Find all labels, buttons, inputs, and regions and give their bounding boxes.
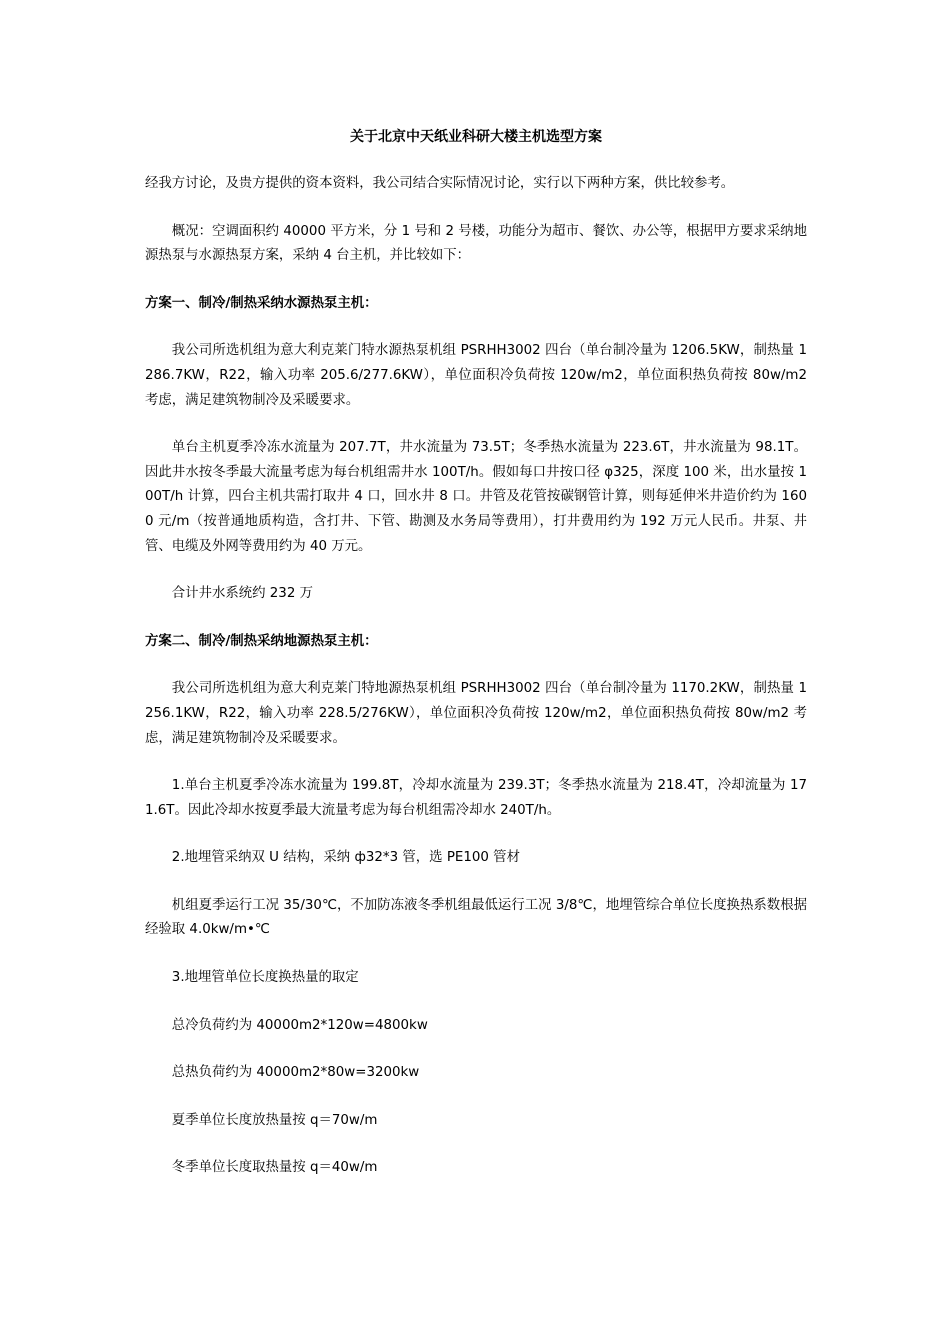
plan2-flow-paragraph: 1.单台主机夏季冷冻水流量为 199.8T，冷却水流量为 239.3T；冬季热水流量为 218.4T，冷却流量为 171.6T。因此冷却水按夏季最大流量考虑为每台机组需冷却水 240T/h。 (145, 778, 807, 818)
plan2-condition-paragraph: 机组夏季运行工况 35/30℃，不加防冻液冬季机组最低运行工况 3/8℃，地埋管综合单位长度换热系数根据经验取 4.0kw/m•℃ (145, 897, 807, 938)
plan2-pipe-paragraph: 2.地埋管采纳双 U 结构，采纳 ф32*3 管，选 PE100 管材 (171, 850, 520, 866)
document-title: 关于北京中天纸业科研大楼主机选型方案 (350, 129, 602, 145)
plan1-total-paragraph: 合计井水系统约 232 万 (171, 586, 313, 602)
intro-paragraph: 经我方讨论，及贵方提供的资本资料，我公司结合实际情况讨论，实行以下两种方案，供比较参考。 (145, 176, 735, 191)
plan2-winter-rate-paragraph: 冬季单位长度取热量按 q＝40w/m (171, 1160, 378, 1176)
plan2-cooling-load-paragraph: 总冷负荷约为 40000m2*120w=4800kw (171, 1017, 428, 1033)
document-body (145, 125, 807, 1204)
plan2-unit-paragraph: 我公司所选机组为意大利克莱门特地源热泵机组 PSRHH3002 四台（单台制冷量为 1170.2KW，制热量 1256.1KW，R22，输入功率 228.5/276KW），单位面积冷负荷按 120w/m2，单位面积热负荷按 80w/m2 考虑，满足建筑物制冷及采暖要求。 (145, 681, 807, 746)
plan1-well-paragraph: 单台主机夏季冷冻水流量为 207.7T，井水流量为 73.5T；冬季热水流量为 223.6T，井水流量为 98.1T。因此井水按冬季最大流量考虑为每台机组需井水 100T/h。假如每口井按口径 φ325，深度 100 米，出水量按 100T/h 计算，四台主机共需打取井 4 口，回水井 8 口。井管及花管按碳钢管计算，则每延伸米井造价约为 1600 元/m（按普通地质构造，含打井、下管、勘测及水务局等费用），打井费用约为 192 万元人民币。井泵、井管、电缆及外网等费用约为 40 万元。 (145, 440, 807, 554)
plan1-heading: 方案一、制冷/制热采纳水源热泵主机： (145, 295, 378, 311)
plan2-summer-rate-paragraph: 夏季单位长度放热量按 q＝70w/m (171, 1112, 378, 1128)
plan2-heat-exchange-paragraph: 3.地埋管单位长度换热量的取定 (171, 970, 359, 986)
plan2-heating-load-paragraph: 总热负荷约为 40000m2*80w=3200kw (171, 1065, 420, 1081)
plan1-unit-paragraph: 我公司所选机组为意大利克莱门特水源热泵机组 PSRHH3002 四台（单台制冷量为 1206.5KW，制热量 1286.7KW，R22，输入功率 205.6/277.6KW），单位面积冷负荷按 120w/m2，单位面积热负荷按 80w/m2 考虑，满足建筑物制冷及采暖要求。 (145, 343, 807, 408)
overview-paragraph: 概况：空调面积约 40000 平方米，分 1 号和 2 号楼，功能分为超市、餐饮、办公等，根据甲方要求采纳地源热泵与水源热泵方案，采纳 4 台主机，并比较如下： (145, 223, 807, 264)
plan2-heading: 方案二、制冷/制热采纳地源热泵主机： (145, 633, 378, 649)
